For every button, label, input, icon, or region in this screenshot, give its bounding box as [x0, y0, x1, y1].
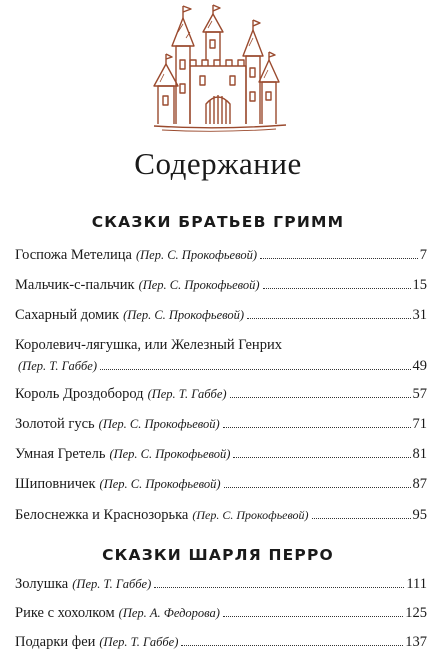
entry-page: 71	[412, 416, 427, 432]
dot-leader	[223, 616, 403, 617]
toc-entry[interactable]	[15, 307, 427, 325]
toc-entry[interactable]	[15, 576, 427, 594]
entry-translator: (Пер. Т. Габбе)	[72, 577, 152, 591]
dot-leader	[181, 645, 403, 646]
toc-entry[interactable]	[15, 277, 427, 295]
dot-leader	[224, 487, 411, 488]
entry-title: Госпожа Метелица	[15, 247, 132, 263]
entry-translator: (Пер. С. Прокофьевой)	[138, 278, 260, 292]
page-title: Содержание	[134, 146, 302, 181]
entry-page: 57	[412, 386, 427, 402]
entry-title: Умная Гретель	[15, 446, 106, 462]
entry-page: 111	[406, 576, 427, 592]
dot-leader	[100, 369, 411, 370]
dot-leader	[223, 427, 411, 428]
entry-title: Рике с хохолком	[15, 605, 115, 621]
section-heading-perrault: СКАЗКИ ШАРЛЯ ПЕРРО	[102, 546, 334, 564]
entry-title: Золотой гусь	[15, 416, 95, 432]
entry-page: 137	[405, 634, 427, 650]
entry-page: 81	[412, 446, 427, 462]
entry-page: 31	[412, 307, 427, 323]
dot-leader	[230, 397, 411, 398]
entry-title: Король Дроздобород	[15, 386, 144, 402]
toc-entry[interactable]	[15, 507, 427, 525]
entry-title: Подарки феи	[15, 634, 96, 650]
toc-entry[interactable]	[15, 386, 427, 404]
entry-title: Мальчик-с-пальчик	[15, 277, 135, 293]
entry-translator: (Пер. С. Прокофьевой)	[98, 417, 220, 431]
entry-translator: (Пер. С. Прокофьевой)	[99, 477, 221, 491]
dot-leader	[154, 587, 404, 588]
toc-entry[interactable]	[15, 337, 427, 377]
dot-leader	[263, 288, 411, 289]
entry-page: 15	[412, 277, 427, 293]
entry-page: 87	[412, 476, 427, 492]
toc-entry[interactable]	[15, 605, 427, 623]
dot-leader	[312, 518, 411, 519]
toc-entry[interactable]	[15, 476, 427, 494]
entry-title: Белоснежка и Краснозорька	[15, 507, 189, 523]
toc-entry[interactable]	[15, 446, 427, 464]
entry-title: Королевич-лягушка, или Железный Генрих	[15, 337, 282, 353]
dot-leader	[247, 318, 410, 319]
toc-entry[interactable]	[15, 416, 427, 434]
toc-entry[interactable]	[15, 247, 427, 265]
entry-page: 95	[412, 507, 427, 523]
entry-translator: (Пер. Т. Габбе)	[147, 387, 227, 401]
entry-translator: (Пер. С. Прокофьевой)	[135, 248, 257, 262]
entry-page: 7	[419, 247, 427, 263]
entry-translator: (Пер. С. Прокофьевой)	[109, 447, 231, 461]
entry-translator: (Пер. Т. Габбе)	[99, 635, 179, 649]
entry-translator: (Пер. С. Прокофьевой)	[123, 308, 245, 322]
section-heading-grimm: СКАЗКИ БРАТЬЕВ ГРИММ	[91, 213, 345, 231]
dot-leader	[233, 457, 410, 458]
entry-title: Шиповничек	[15, 476, 96, 492]
entry-translator: (Пер. С. Прокофьевой)	[192, 508, 309, 522]
toc-entry[interactable]	[15, 634, 427, 652]
entry-translator: (Пер. Т. Габбе)	[18, 359, 97, 373]
castle-illustration	[148, 4, 290, 132]
entry-page: 125	[405, 605, 427, 621]
entry-translator: (Пер. А. Федорова)	[118, 606, 220, 620]
entry-title: Сахарный домик	[15, 307, 120, 323]
entry-title: Золушка	[15, 576, 69, 592]
entry-page: 49	[412, 358, 427, 374]
dot-leader	[260, 258, 418, 259]
